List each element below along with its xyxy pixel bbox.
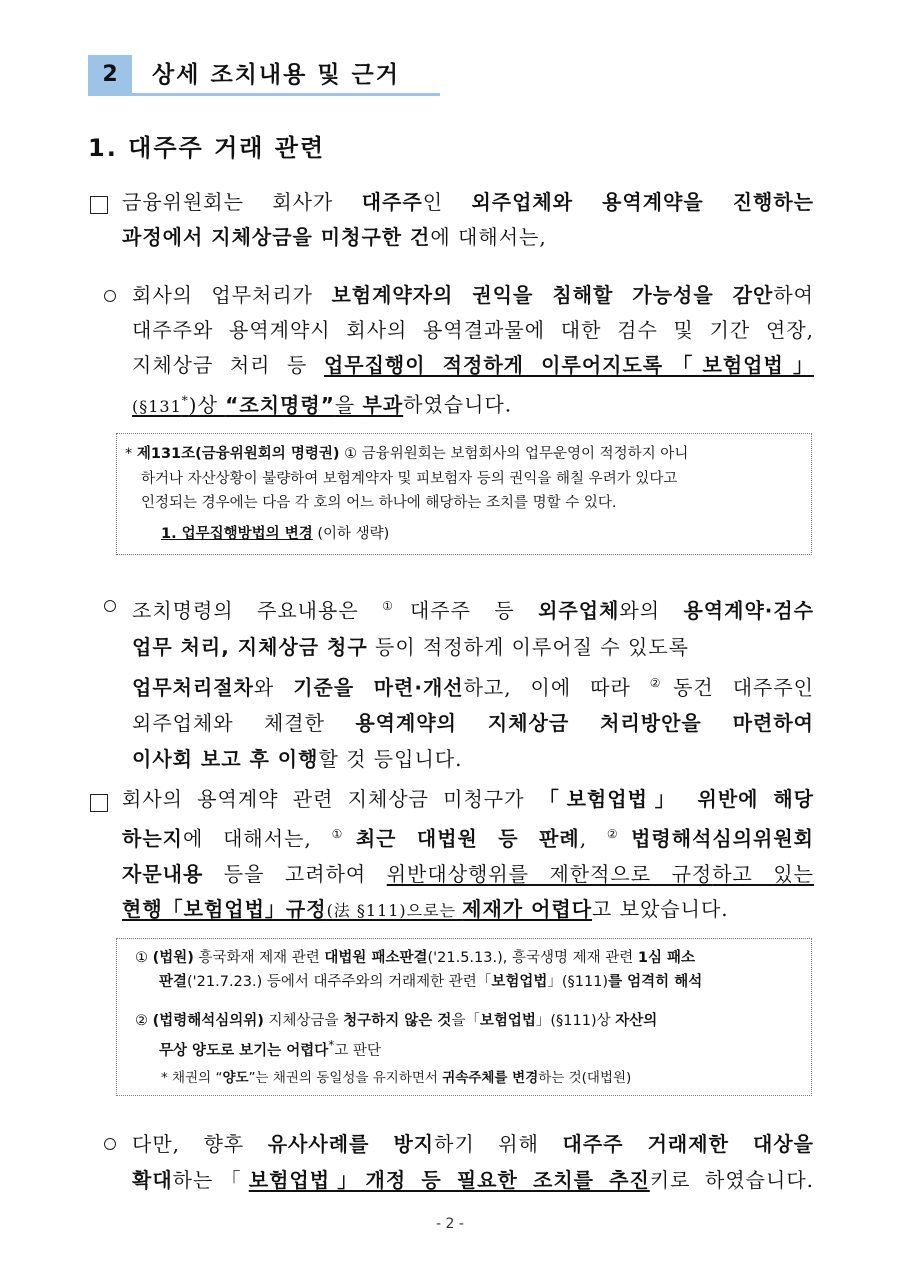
text: 하거나 자산상황이 불량하여 보험계약자 및 피보험자 등의 권익을 해칠 우려가 있다고 [141, 471, 678, 487]
text-bold: “조치명령” [225, 392, 335, 417]
text: 고 보았습니다. [592, 896, 729, 921]
text: 을 [334, 392, 363, 417]
text-bold: 현행「보험업법」규정 [122, 896, 327, 921]
circled-number: ② [649, 675, 674, 690]
text: 하기 위해 [434, 1132, 563, 1156]
text: 대주주와 용역계약시 회사의 용역결과물에 대한 검수 및 기간 연장, [132, 318, 814, 342]
text: 대주주 등 [409, 598, 539, 623]
text-bold: 제재가 어렵다 [462, 896, 593, 921]
circle-bullet-icon [104, 600, 116, 612]
text: 에 대해서는, [182, 826, 332, 851]
section-underline [88, 93, 440, 96]
text: 고 판단 [334, 1042, 381, 1059]
text-bold: (법령해석심의위) [152, 1013, 264, 1029]
text-bold: 보험업법 [479, 1013, 536, 1029]
text-bold: 업무 처리, 지체상금 청구 [132, 634, 368, 659]
section-header [88, 55, 440, 97]
paragraph-3 [132, 588, 814, 777]
circle-bullet-icon [104, 1138, 116, 1150]
paragraph-4 [122, 782, 814, 928]
text: 하였습니다. [403, 392, 513, 417]
text-bold: 용역계약·검수 [683, 598, 815, 623]
text: 흥국화재 제재 관련 [193, 950, 325, 966]
text-bold: 청구하지 않은 것 [343, 1013, 452, 1029]
page-number: - 2 - [436, 1216, 464, 1232]
text-bold: 대법원 패소판결 [324, 950, 428, 966]
text-bold: 보험계약자의 권익을 침해할 가능성을 감안 [331, 283, 774, 307]
text: 와의 [619, 598, 684, 623]
footnote-box-precedents [116, 938, 812, 1096]
text-bold: 부과 [362, 392, 404, 417]
text-bold-underlined: 1. 업무집행방법의 변경 [161, 526, 313, 542]
footnote-mark: * [181, 393, 189, 407]
text: (이하 생략) [312, 526, 390, 542]
text: 할 것 등입니다. [318, 747, 463, 772]
text: ”는 채권의 동일성을 유지하면서 [248, 1070, 443, 1086]
text: ① [135, 950, 153, 966]
text-bold: 유사사례를 방지 [267, 1132, 435, 1156]
text: 키로 하였습니다. [649, 1168, 814, 1192]
text: 하여 [773, 283, 814, 307]
text-bold-underlined: 보험업법」개정 등 필요한 조치를 추진 [248, 1168, 650, 1192]
subsection-heading: 1. 대주주 거래 관련 [88, 134, 326, 162]
text-bold: 양도 [222, 1070, 249, 1086]
text: )상 [188, 392, 226, 417]
text-underlined: 위반대상행위를 제한적으로 규정 [386, 861, 713, 886]
text-underlined: 하고 있는 [712, 861, 815, 886]
footnote-box-law-article [116, 433, 812, 555]
text: 조치명령의 주요내용은 [132, 598, 383, 623]
text: 」(§111) [547, 974, 609, 990]
text-bold: 보험업법 [491, 974, 548, 990]
text: 와 [253, 675, 294, 700]
text: 을「 [451, 1013, 480, 1029]
square-bullet-icon [90, 794, 108, 812]
text-bold: 외주업체와 용역계약을 진행하는 [471, 190, 814, 214]
text-bold-underlined: 업무집행이 적정하게 이루어지도록「보험업법」 [323, 353, 815, 377]
text-bold: 귀속주체를 변경 [442, 1070, 539, 1086]
text-bold: 를 엄격히 해석 [608, 974, 703, 990]
paragraph-2 [132, 278, 814, 424]
text: ('21.7.23.) 등에서 대주주와의 거래제한 관련「 [187, 974, 492, 990]
text: 인정되는 경우에는 다음 각 호의 어느 하나에 해당하는 조치를 명할 수 있다. [141, 495, 617, 511]
text-bold: 과정에서 지체상금을 미청구한 건 [122, 225, 431, 249]
section-number: 2 [88, 55, 132, 95]
text: 금융위원회는 회사가 [122, 190, 362, 214]
circled-number: ① [331, 827, 356, 841]
text: * 채권의 “ [161, 1070, 223, 1086]
square-bullet-icon [90, 196, 108, 214]
circle-bullet-icon [104, 290, 116, 302]
text-bold: 자문내용 [122, 861, 204, 886]
text-bold: 확대 [132, 1168, 173, 1192]
text: 인 [422, 190, 472, 214]
paragraph-1 [122, 185, 814, 255]
text: 다만, 향후 [132, 1132, 268, 1156]
section-title: 상세 조치내용 및 근거 [152, 62, 400, 88]
text: 회사의 용역계약 관련 지체상금 미청구가 [122, 787, 539, 811]
text-bold: 최근 대법원 등 판례 [355, 826, 580, 851]
text-bold: 대주주 거래제한 대상을 [562, 1132, 814, 1156]
paragraph-5 [132, 1126, 814, 1198]
text: ① 금융위원회는 보험회사의 업무운영이 적정하지 아니 [339, 446, 689, 462]
text: 등을 고려하여 [203, 861, 387, 886]
text: 」(§111)상 [535, 1013, 616, 1029]
text: 등이 적정하게 이루어질 수 있도록 [367, 634, 689, 659]
text-bold: 이사회 보고 후 이행 [132, 747, 319, 772]
text: 회사의 업무처리가 [132, 283, 332, 307]
text: 지체상금을 [263, 1013, 344, 1029]
text: 동건 대주주인 [673, 675, 814, 700]
text: 하는「 [172, 1168, 249, 1192]
text: (法 §111)으로는 [326, 900, 463, 920]
text: 에 대해서는, [430, 225, 547, 249]
text-bold: 하는지 [122, 826, 183, 851]
circled-number: ② [606, 827, 632, 841]
text-bold: 법령해석심의위원회 [631, 826, 814, 851]
text-bold: 무상 양도로 보기는 어렵다 [159, 1042, 329, 1059]
text-bold: 업무처리절차 [132, 675, 254, 700]
text: 하는 것(대법원) [538, 1070, 632, 1086]
text-bold: 판결 [159, 974, 188, 990]
text: 하고, 이에 따라 [463, 675, 650, 700]
circled-number: ① [382, 599, 410, 613]
text: 지체상금 처리 등 [132, 353, 324, 377]
text: ('21.5.13.), 흥국생명 제재 관련 [427, 950, 638, 966]
footnote-mark: * [328, 1038, 335, 1052]
text-bold: 제131조(금융위원회의 명령권) [136, 446, 340, 462]
text: * [125, 446, 137, 462]
text: , [579, 826, 607, 851]
text-bold: 「보험업법」 위반에 해당 [538, 787, 815, 811]
text-bold: (법원) [152, 950, 194, 966]
text-bold: 외주업체 [538, 598, 620, 623]
text: ② [135, 1013, 153, 1029]
text: (§131 [132, 396, 182, 416]
text-bold: 대주주 [361, 190, 423, 214]
text-bold: 1심 패소 [637, 950, 696, 966]
text-bold: 기준을 마련·개선 [293, 675, 464, 700]
text-bold: 자산의 [615, 1013, 658, 1029]
text-bold: 용역계약의 지체상금 처리방안을 마련하여 [355, 711, 814, 736]
text: 외주업체와 체결한 [132, 711, 356, 736]
